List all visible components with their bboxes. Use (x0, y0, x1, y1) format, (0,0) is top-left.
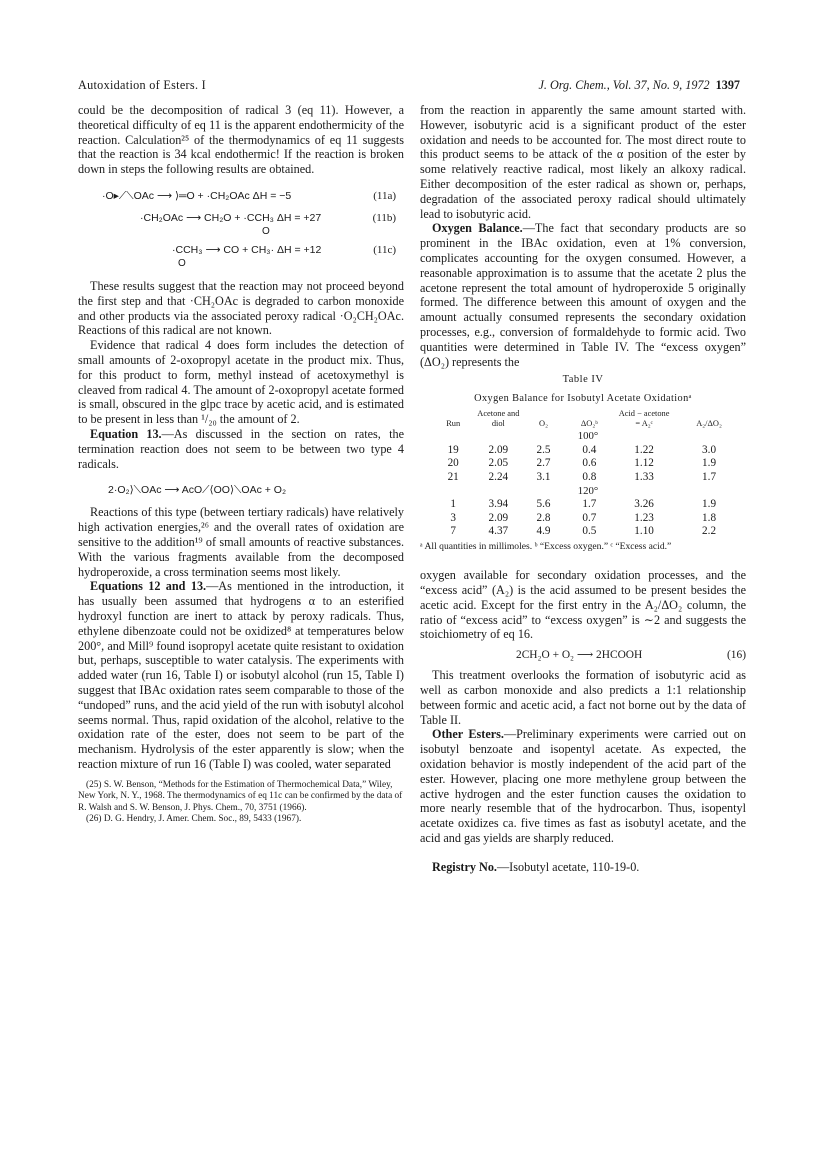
equation-expression: 2CH₂O + O₂ ⟶ 2HCOOH (516, 649, 643, 662)
equation-13-scheme (78, 471, 404, 505)
running-head: Autoxidation of Esters. I (78, 78, 207, 92)
footnote-25: (25) S. W. Benson, “Methods for the Estimation of Thermochemical Data,” Wiley, New York, N. Y., 1968. The thermodynamics of eq 11c can be confirmed by the data of R. Walsh and S. W. Benson, J. Phys. Chem., 70, 3751 (1966). (78, 779, 403, 813)
table-body (432, 430, 744, 539)
paragraph-text: —As mentioned in the introduction, it has usually been assumed that hydrogens α to an esterified hydroxyl function are inert to attack by peroxy radicals. Thus, ethylene dibenzoate could not be oxidized⁸ at temperatures below 200°, and Mill⁹ found isopropyl acetate quite resistant to oxidation but, perhaps, susceptible to water catalysis. The experiments with added water (run 16, Table I) or isobutyl alcohol (run 15, Table I) suggest that IBAc oxidation rates seem comparable to those of the “undoped” runs, and the acid yield of the run with isobutyl alcohol seems normal. Thus, rapid oxidation of the alcohol, relative to the oxidation rate of the ester, does not seem to be part of the mechanism. Hydrolysis of the ester apparently is slow; when the reaction mixture of run 16 (Table I) was cooled, water separated (78, 579, 404, 771)
section-heading: Registry No. (432, 859, 497, 874)
paragraph (78, 427, 404, 471)
column-header: O₂ (539, 418, 549, 428)
paragraph: could be the decomposition of radical 3 (eq 11). However, a theoretical difficulty of eq 11 is the apparent endothermicity of the reaction. Calculation²⁵ of the thermodynamics of eq 11 suggests that the reaction is 34 kcal endothermic! If the reaction is broken down in steps the following results are obtained. (78, 103, 404, 177)
table-cell: 2.2 (702, 525, 717, 538)
equation-expression: ·CH₂OAc ⟶ CH₂O + ·CCH₃ ΔH = +27 (140, 211, 322, 224)
table-cell: 4.9 (536, 525, 551, 538)
table-cell: 1 (450, 498, 456, 511)
column-header: ΔO₂ᵇ (580, 418, 598, 428)
table-iv (420, 373, 746, 552)
equation-expression: ·CCH₃ ⟶ CO + CH₃· ΔH = +12 (172, 243, 322, 256)
equation-block-11 (78, 185, 404, 273)
paragraph (420, 221, 746, 369)
column-header: Acetone and diol (477, 408, 520, 428)
table-cell: 0.6 (582, 457, 597, 470)
page-number: 1397 (715, 78, 740, 92)
equation-number: (11c) (373, 243, 396, 256)
paragraph: These results suggest that the reaction may not proceed beyond the first step and that ·CH₂OAc is degraded to carbon monoxide and other products via the associated peroxy radical ·O₂CH₂OAc. Reactions of this radical are not known. (78, 278, 404, 338)
table-cell: 1.33 (634, 470, 654, 483)
table-cell: 2.5 (536, 443, 551, 456)
paragraph: from the reaction in apparently the same amount started with. However, isobutyric acid is a significant product of the ester oxidation and needs to be accounted for. The most direct route to this product seems to be attack of the α position of the ester by some relatively reactive radical, most likely an alkoxy radical. Either decomposition of the ester radical as shown or, perhaps, degradation of the associated peroxy radical should ultimately lead to isobutyric acid. (420, 103, 746, 221)
table-cell: 2.24 (488, 470, 509, 483)
equation-number: (16) (727, 649, 746, 662)
paragraph-text: —As discussed in the section on rates, the termination reaction does not seem to be between two type 4 radicals. (78, 426, 404, 471)
paragraph (420, 727, 746, 845)
equation-16 (420, 642, 746, 668)
carbonyl-oxygen: O (262, 225, 270, 237)
table-cell: 3.94 (488, 498, 509, 511)
column-header: Acid − acetone = A₂ᶜ (618, 408, 670, 428)
table-cell: 3.26 (634, 498, 654, 511)
section-heading: Equation 13. (90, 426, 162, 441)
table-cell: 3.1 (536, 470, 551, 483)
equation-expression: 2·O₂⟩⟍OAc ⟶ AcO⟋⟨OO⟩⟍OAc + O₂ (108, 484, 287, 497)
journal-citation (538, 78, 740, 93)
table-cell: 0.7 (582, 511, 597, 524)
table-cell: 1.9 (702, 498, 717, 511)
paragraph: oxygen available for secondary oxidation processes, and the “excess acid” (A₂) is the acid assumed to be present besides the acetic acid. Except for the first entry in the A₂/ΔO₂ column, the ratio of “excess acid” to “excess oxygen” is ∼2 and suggests the stoichiometry of eq 16. (420, 568, 746, 642)
table-row (432, 444, 744, 458)
temperature-row (432, 485, 744, 499)
footnotes (78, 780, 404, 826)
registry-number (420, 860, 746, 875)
table-cell: 2.09 (488, 443, 509, 456)
table-cell: 2.09 (488, 511, 509, 524)
data-table (432, 409, 744, 539)
carbonyl-oxygen: O (178, 257, 186, 269)
temperature-label: 100° (577, 430, 599, 443)
table-cell: 4.37 (488, 525, 509, 538)
table-label: Table IV (562, 374, 604, 386)
temperature-row (432, 430, 744, 444)
section-heading: Equations 12 and 13. (90, 579, 207, 594)
table-cell: 3.0 (702, 443, 717, 456)
temperature-label: 120° (577, 484, 599, 497)
table-cell: 1.12 (634, 457, 654, 470)
footnote-26: (26) D. G. Hendry, J. Amer. Chem. Soc., 89, 5433 (1967). (86, 813, 302, 824)
table-cell: 21 (447, 470, 459, 483)
table-row (432, 457, 744, 471)
column-header: A₂/ΔO₂ (696, 418, 722, 428)
table-cell: 19 (447, 443, 459, 456)
paragraph: Reactions of this type (between tertiary radicals) have relatively high activation energies,²⁶ and the overall rates of oxidation are sensitive to the addition¹⁹ of small amounts of reactive substances. With the various fragments available from the decomposed hydroperoxide, a cross termination seems most likely. (78, 505, 404, 579)
paragraph-text: —The fact that secondary products are so prominent in the IBAc oxidation, even at 1% conversion, complicates accounting for the oxygen consumed. However, a reasonable approximation is to assume that the acetate 2 plus the acetone represent the total amount of hydroperoxide 5 originally formed. The difference between this amount of oxygen and the amount actually consumed represents the secondary oxidation processes, e.g., conversion of formaldehyde to formic acid. Two quantities were determined in Table IV. The “excess oxygen” (ΔO₂) represents the (420, 221, 747, 369)
table-cell: 7 (450, 525, 456, 538)
table-header-row (432, 409, 744, 430)
table-row (432, 512, 744, 526)
section-heading: Other Esters. (432, 727, 504, 742)
paragraph-text: —Preliminary experiments were carried out on isobutyl benzoate and isopentyl acetate. As expected, the oxidation behavior is mostly independent of the acid part of the ester. However, placing one more methylene group between the active hydrogen and the ester function causes the oxidation to more nearly resemble that of the hydrocarbon. Thus, isopentyl acetate oxidizes ca. five times as fast as isobutyl acetate, and the acid and gas yields are sharply reduced. (420, 727, 746, 846)
table-caption: Oxygen Balance for Isobutyl Acetate Oxidationᵃ (474, 393, 692, 405)
table-cell: 2.8 (536, 511, 551, 524)
journal-name: J. Org. Chem., Vol. 37, No. 9, 1972 (538, 78, 710, 92)
table-cell: 1.23 (634, 511, 654, 524)
table-cell: 1.8 (702, 511, 717, 524)
equation-11a (78, 185, 404, 207)
table-cell: 1.22 (634, 443, 654, 456)
equation-number: (11b) (372, 211, 396, 224)
table-cell: 3 (450, 511, 456, 524)
equation-11b (78, 207, 404, 239)
table-cell: 2.7 (536, 457, 551, 470)
table-cell: 0.8 (582, 470, 597, 483)
right-column (420, 103, 746, 875)
table-cell: 1.10 (634, 525, 654, 538)
table-cell: 1.7 (582, 498, 597, 511)
equation-expression: ·O▸⟋⟍OAc ⟶ ⟩═O + ·CH₂OAc ΔH = −5 (102, 189, 292, 202)
table-row (432, 525, 744, 539)
table-cell: 0.5 (582, 525, 597, 538)
equation-11c (78, 239, 404, 273)
section-heading: Oxygen Balance. (432, 221, 523, 236)
table-cell: 0.4 (582, 443, 597, 456)
table-cell: 1.7 (702, 470, 717, 483)
table-row (432, 498, 744, 512)
table-cell: 5.6 (536, 498, 551, 511)
table-footnote: ᵃ All quantities in millimoles. ᵇ “Excess oxygen.” ᶜ “Excess acid.” (420, 540, 672, 552)
column-header: Run (446, 418, 461, 428)
registry-text: —Isobutyl acetate, 110-19-0. (496, 859, 640, 874)
table-row (432, 471, 744, 485)
left-column (78, 103, 404, 825)
equation-number: (11a) (373, 189, 396, 202)
paragraph: This treatment overlooks the formation of isobutyric acid as well as carbon monoxide and also predicts a 1:1 relationship between formic and acetic acid, a fact not borne out by the data of Table II. (420, 668, 746, 727)
paragraph: Evidence that radical 4 does form includes the detection of small amounts of 2-oxopropyl acetate in the product mix. Thus, for this product to form, methyl instead of acetoxymethyl is cleaved from radical 4. The amount of 2-oxopropyl acetate formed is small, obscured in the glpc trace by acetic acid, and is estimated to be present in less than ¹/₂₀ the amount of 2. (78, 338, 404, 427)
table-cell: 20 (447, 457, 459, 470)
paragraph (78, 579, 404, 771)
table-cell: 1.9 (702, 457, 717, 470)
table-cell: 2.05 (488, 457, 509, 470)
